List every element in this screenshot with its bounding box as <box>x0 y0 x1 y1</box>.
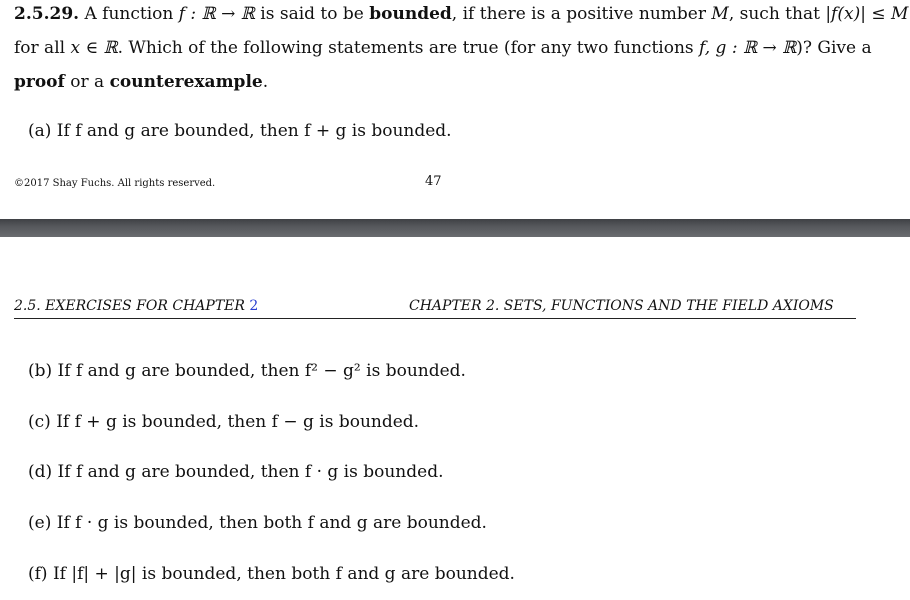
problem-text: A function <box>84 4 174 24</box>
function-signature: f : ℝ → ℝ <box>178 4 255 24</box>
bound-inequality: |f(x)| ≤ M <box>825 4 909 24</box>
running-header-left <box>14 298 258 314</box>
bounded-term: bounded <box>369 4 452 24</box>
problem-number: 2.5.29. <box>14 4 80 24</box>
item-f: (f) If |f| + |g| is bounded, then both f and g are bounded. <box>28 564 515 584</box>
two-functions-signature: f, g : ℝ → ℝ <box>699 38 797 58</box>
problem-text: is said to be <box>260 4 364 24</box>
counterexample-term: counterexample <box>109 72 263 92</box>
page-break-divider <box>0 219 910 237</box>
problem-line-1 <box>14 3 908 25</box>
page-number: 47 <box>425 174 442 189</box>
chapter-link[interactable]: 2 <box>249 298 259 314</box>
problem-text: , such that <box>728 4 820 24</box>
copyright-notice: ©2017 Shay Fuchs. All rights reserved. <box>14 178 216 189</box>
problem-text: . <box>262 72 269 92</box>
header-rule <box>14 318 856 319</box>
problem-text: . Which of the following statements are true (for any two functions <box>117 38 694 58</box>
section-title: 2.5. EXERCISES FOR CHAPTER <box>14 298 245 314</box>
problem-text: or a <box>70 72 105 92</box>
item-a: (a) If f and g are bounded, then f + g is bounded. <box>28 121 452 141</box>
problem-text: , if there is a positive number <box>451 4 706 24</box>
problem-text: )? Give a <box>796 38 872 58</box>
variable-M: M <box>711 4 729 24</box>
problem-line-3 <box>14 71 268 93</box>
item-b: (b) If f and g are bounded, then f² − g² is bounded. <box>28 361 466 381</box>
item-e: (e) If f · g is bounded, then both f and g are bounded. <box>28 513 487 533</box>
item-d: (d) If f and g are bounded, then f · g is bounded. <box>28 462 444 482</box>
item-c: (c) If f + g is bounded, then f − g is bounded. <box>28 412 420 432</box>
running-header-right: CHAPTER 2. SETS, FUNCTIONS AND THE FIELD AXIOMS <box>409 298 834 314</box>
forall-expression: x ∈ ℝ <box>70 38 118 58</box>
proof-term: proof <box>14 72 65 92</box>
problem-text: for all <box>14 38 66 58</box>
problem-line-2 <box>14 37 872 59</box>
